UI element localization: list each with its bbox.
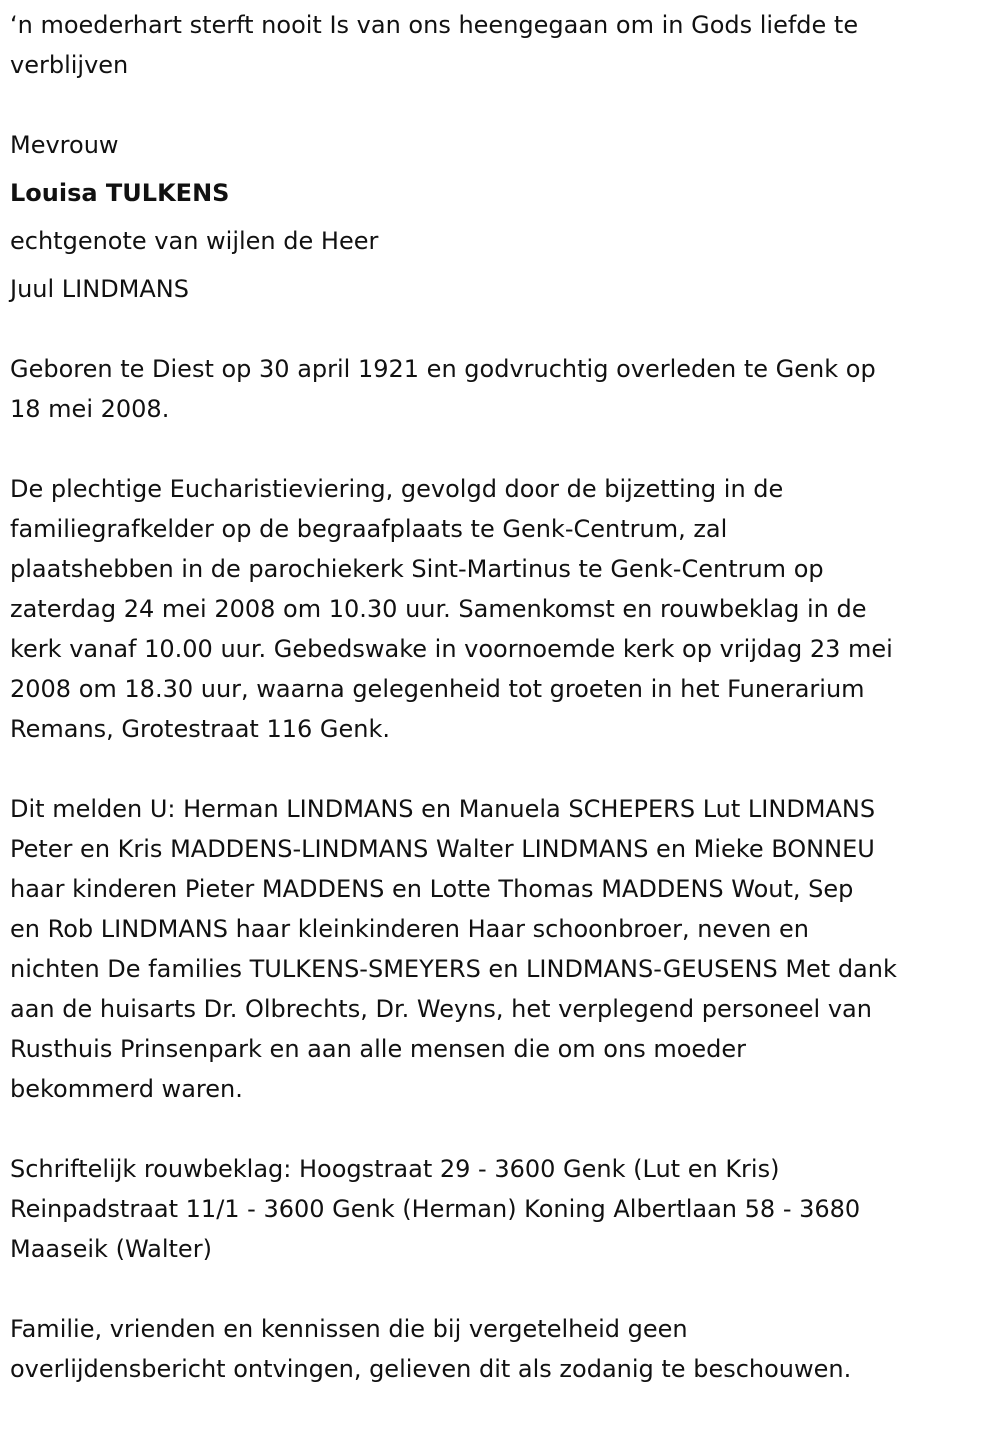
paragraph-line: 18 mei 2008. [10,395,170,423]
paragraph-line: nichten De families TULKENS-SMEYERS en LINDMANS-GEUSENS Met dank [10,955,897,983]
deceased-block [10,125,995,313]
paragraph-line: Dit melden U: Herman LINDMANS en Manuela SCHEPERS Lut LINDMANS [10,795,876,823]
paragraph-line: haar kinderen Pieter MADDENS en Lotte Thomas MADDENS Wout, Sep [10,875,854,903]
paragraph-line: overlijdensbericht ontvingen, gelieven dit als zodanig te beschouwen. [10,1355,852,1383]
paragraph [10,1309,995,1389]
paragraph-line: kerk vanaf 10.00 uur. Gebedswake in voornoemde kerk op vrijdag 23 mei [10,635,893,663]
paragraph-line: Familie, vrienden en kennissen die bij vergetelheid geen [10,1315,688,1343]
motto-line: verblijven [10,51,129,79]
spouse-name: Juul LINDMANS [10,275,189,303]
paragraph-line: 2008 om 18.30 uur, waarna gelegenheid tot groeten in het Funerarium [10,675,865,703]
paragraph [10,469,995,749]
paragraph-line: Geboren te Diest op 30 april 1921 en godvruchtig overleden te Genk op [10,355,876,383]
paragraph-line: Rusthuis Prinsenpark en aan alle mensen die om ons moeder [10,1035,747,1063]
paragraph-line: aan de huisarts Dr. Olbrechts, Dr. Weyns, het verplegend personeel van [10,995,872,1023]
paragraph-line: Maaseik (Walter) [10,1235,212,1263]
obituary-document [10,5,995,1429]
paragraph-line: Remans, Grotestraat 116 Genk. [10,715,390,743]
paragraph-line: familiegrafkelder op de begraafplaats te Genk-Centrum, zal [10,515,728,543]
paragraph-line: Schriftelijk rouwbeklag: Hoogstraat 29 - 3600 Genk (Lut en Kris) [10,1155,780,1183]
paragraph-line: De plechtige Eucharistieviering, gevolgd door de bijzetting in de [10,475,784,503]
salutation: Mevrouw [10,131,119,159]
paragraph-line: Reinpadstraat 11/1 - 3600 Genk (Herman) Koning Albertlaan 58 - 3680 [10,1195,861,1223]
paragraph [10,789,995,1109]
paragraph [10,349,995,429]
motto [10,5,995,85]
paragraph [10,1149,995,1269]
paragraph-line: Peter en Kris MADDENS-LINDMANS Walter LINDMANS en Mieke BONNEU [10,835,875,863]
paragraph-line: zaterdag 24 mei 2008 om 10.30 uur. Samenkomst en rouwbeklag in de [10,595,867,623]
relation: echtgenote van wijlen de Heer [10,227,379,255]
paragraph-line: bekommerd waren. [10,1075,243,1103]
deceased-name: Louisa TULKENS [10,179,230,207]
paragraph-line: plaatshebben in de parochiekerk Sint-Martinus te Genk-Centrum op [10,555,824,583]
body-paragraphs [10,349,995,1389]
paragraph-line: en Rob LINDMANS haar kleinkinderen Haar schoonbroer, neven en [10,915,809,943]
motto-line: ‘n moederhart sterft nooit Is van ons heengegaan om in Gods liefde te [10,11,859,39]
